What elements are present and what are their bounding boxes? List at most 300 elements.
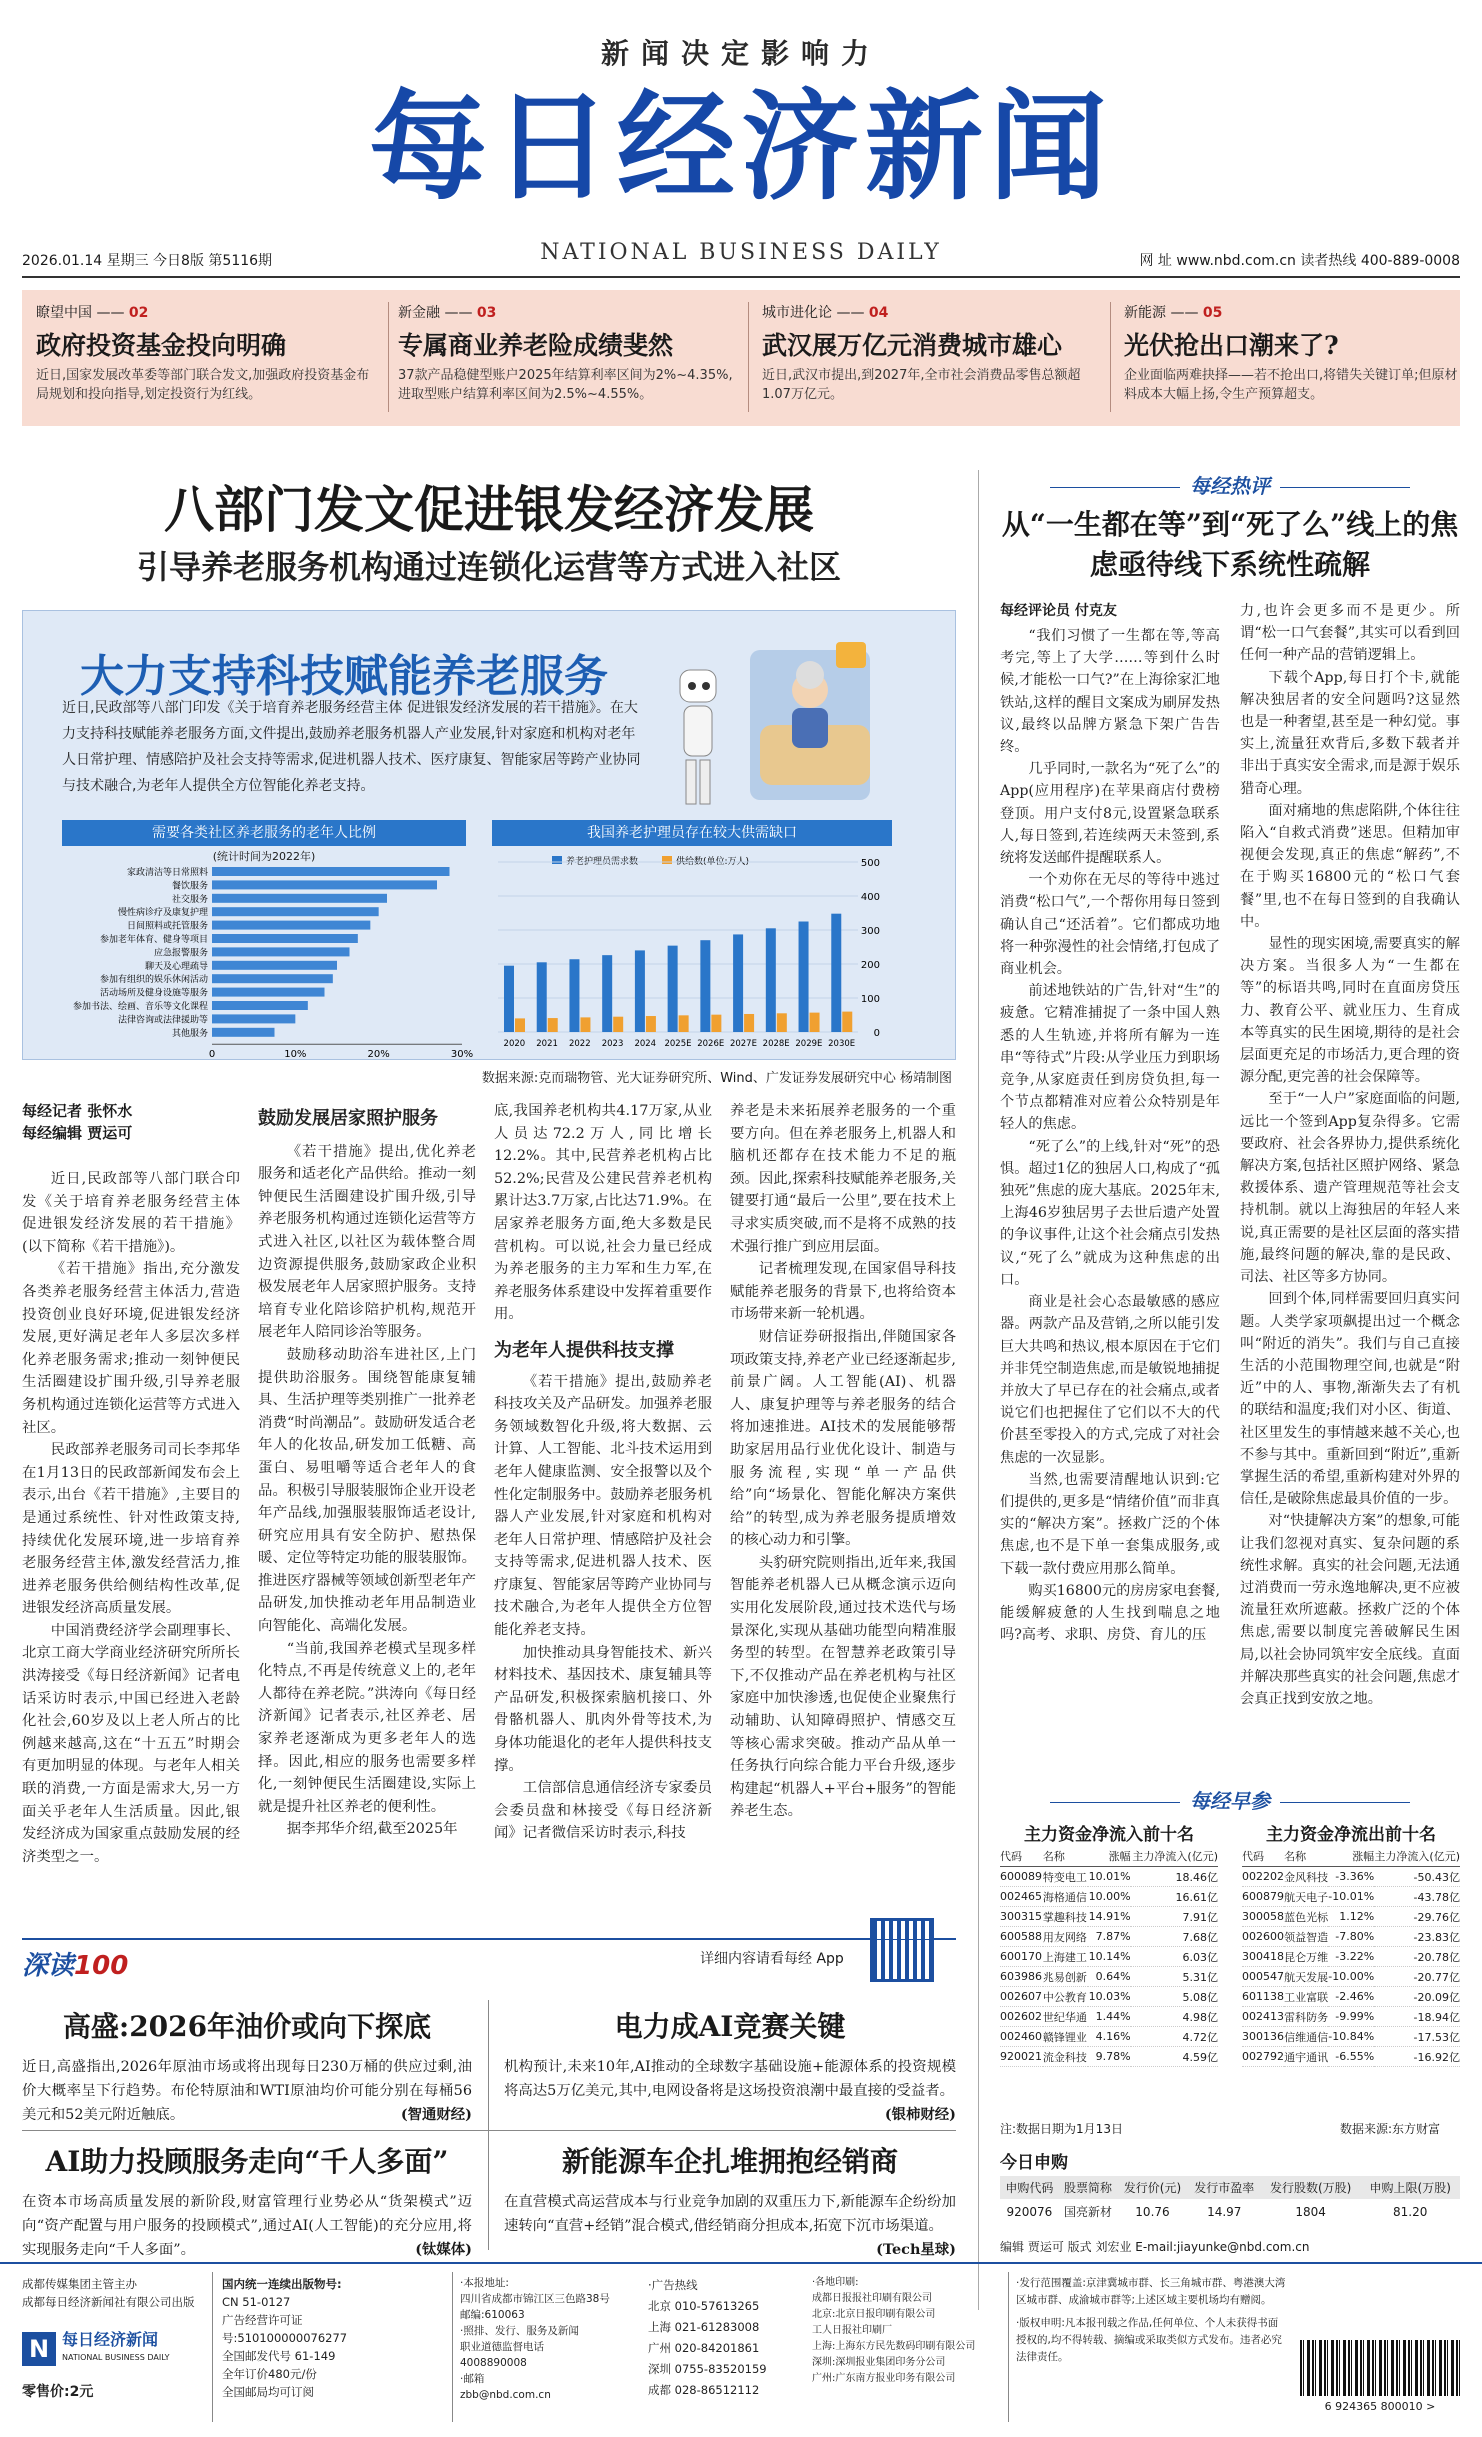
table-row	[1000, 2007, 1218, 2027]
table-cell: 4.16%	[1088, 2027, 1131, 2047]
footer-logo	[22, 2331, 212, 2367]
bar	[212, 921, 370, 930]
table-row	[1242, 1887, 1460, 1907]
divider	[488, 2000, 489, 2250]
ipo-col: 股票简称	[1059, 2176, 1118, 2199]
col-header: 名称	[1284, 1846, 1328, 1867]
market-tag: 每经早参	[1000, 1785, 1460, 1814]
para: 力,也许会更多而不是更少。所谓“松一口气套餐”,其实可以看到回任何一种产品的营销逻辑上。	[1240, 603, 1460, 664]
footer-line: 北京 010-57613265	[648, 2299, 760, 2313]
footer-line: ·广告热线	[648, 2278, 698, 2292]
legend-label: 养老护理员需求数	[566, 857, 639, 867]
legend-swatch	[552, 856, 562, 864]
para: 《若干措施》指出,充分激发各类养老服务经营主体活力,营造投资创业良好环境,促进银发经济发展,更好满足老年人多层次多样化养老服务需求;推动一刻钟便民生活圈建设扩围升级,引导养老服务机构通过连锁化运营等方式进入社区。	[22, 1261, 240, 1436]
table-row	[1000, 1867, 1218, 1887]
para: 底,我国养老机构共4.17万家,从业人员达72.2万人,同比增长12.2%。其中,民营养老机构占比52.2%;民营及公建民营养老机构累计达3.7万家,占比达71.9%。在居家养老服务方面,绝大多数是民营机构。可以说,社会力量已经成为养老服务的主力军和生力军,在养老服务体系建设中发挥着重要作用。	[494, 1103, 712, 1323]
table-cell: 002600	[1242, 1927, 1284, 1947]
bar	[212, 988, 325, 997]
price: 零售价:2元	[22, 2384, 94, 2400]
para: 中国消费经济学会副理事长、北京工商大学商业经济研究所所长洪涛接受《每日经济新闻》记者电话采访时表示,中国已经进入老龄化社会,60岁及以上老人所占的比例越来越高,这在“十五五”时期会有更加明显的体现。与老年人相关联的消费,一方面是需求大,另一方面关乎老年人生活质量。因此,银发经济成为国家重点鼓励发展的经济类型之一。	[22, 1622, 240, 1865]
issue-info: 2026.01.14 星期三 今日8版 第5116期	[22, 253, 273, 269]
table-cell: 领益智造	[1284, 1927, 1328, 1947]
footer-line: 成都日报报社印刷有限公司	[812, 2293, 932, 2304]
commentary-col-2	[1240, 600, 1460, 1710]
table-cell: 7.68亿	[1131, 1927, 1218, 1947]
table-cell: 特变电工	[1043, 1867, 1088, 1887]
bar-label: 其他服务	[171, 1028, 208, 1039]
teaser-page: 05	[1202, 305, 1223, 321]
ipo-cell: 14.97	[1207, 2204, 1242, 2219]
bar-supply	[711, 1015, 721, 1032]
masthead-english: NATIONAL BUSINESS DAILY	[540, 240, 942, 265]
para: 显性的现实困境,需要真实的解决方案。当很多人为“一生都在等”的标语共鸣,同时在直面房贷压力、教育公平、就业压力、生育成本等真实的民生困境,期待的是社会层面更充足的市场活力,更合理的资源分配,更完善的社会保障等。	[1240, 936, 1460, 1086]
deepread-source: (银柿财经)	[884, 2106, 956, 2123]
site-hotline: 网 址 www.nbd.com.cn 读者热线 400-889-0008	[1139, 253, 1460, 269]
table-cell: 002607	[1000, 1987, 1043, 2007]
deepread-logo	[22, 1945, 128, 1982]
table-row	[1000, 1947, 1218, 1967]
para: 回到个体,同样需要回归真实问题。人类学家项飙提出过一个概念叫“附近的消失”。我们与自己直接生活的小范围物理空间,也就是“附近”中的人、事物,渐渐失去了有机的联结和温度;我们对小区、街道、社区里发生的事情越来越不关心,也不参与其中。重新回到“附近”,重新掌握生活的希望,重新构建对外界的信任,是破除焦虑最具价值的一步。	[1240, 1291, 1460, 1508]
deepread-more[interactable]: 详细内容请看每经 App	[700, 1951, 844, 1967]
deepread-text: 机构预计,未来10年,AI推动的全球数字基础设施+能源体系的投资规模将高达5万亿美元,其中,电网设备将是这场投资浪潮中最直接的受益者。	[504, 2059, 956, 2099]
footer-line: CN 51-0127	[222, 2295, 291, 2309]
deepread-source: (Tech星球)	[876, 2241, 956, 2258]
divider	[1110, 302, 1111, 412]
commentary-author: 每经评论员 付克友	[1000, 603, 1117, 619]
deepread-item[interactable]	[22, 2140, 472, 2262]
table-cell: 蓝色光标	[1284, 1907, 1328, 1927]
table-row	[1242, 1967, 1460, 1987]
table-cell: 18.46亿	[1131, 1867, 1218, 1887]
footer-printers	[812, 2275, 1000, 2387]
footer-publisher	[22, 2275, 212, 2401]
commentary-col-1	[1000, 625, 1220, 1646]
footer-ad-hotline	[648, 2275, 798, 2401]
table-cell: 002202	[1242, 1867, 1284, 1887]
category-label: 2026E	[697, 1039, 725, 1049]
table-row	[1242, 2007, 1460, 2027]
table-cell: 600588	[1000, 1927, 1043, 1947]
table-cell: 流金科技	[1043, 2047, 1088, 2067]
bar-supply	[810, 1013, 820, 1032]
table-cell: -18.94亿	[1374, 2007, 1460, 2027]
table-row	[1242, 2027, 1460, 2047]
table-cell: 600879	[1242, 1887, 1284, 1907]
lead-subhead: 引导养老服务机构通过连锁化运营等方式进入社区	[136, 548, 841, 586]
footer-line: ·照排、发行、服务及新闻	[460, 2325, 579, 2337]
col-header: 代码	[1242, 1846, 1284, 1867]
chart1-horizontal-bar	[62, 860, 482, 1060]
bar-demand	[635, 950, 645, 1032]
sponsor-line: 成都传媒集团主管主办	[22, 2277, 137, 2291]
table-cell: 002413	[1242, 2007, 1284, 2027]
sponsor-line: 成都每日经济新闻社有限公司出版	[22, 2295, 195, 2309]
bar-label: 参加有组织的娱乐休闲活动	[99, 975, 208, 986]
table-cell: 通宇通讯	[1284, 2047, 1328, 2067]
market-note: 注:数据日期为1月13日	[1000, 2122, 1123, 2136]
footer-line: ·邮箱	[460, 2373, 485, 2385]
bar-label: 参加书法、绘画、音乐等文化课程	[72, 1002, 208, 1012]
footer-line: 邮编:610063	[460, 2309, 525, 2321]
table-cell: 002460	[1000, 2027, 1043, 2047]
bar-supply	[646, 1016, 656, 1032]
footer-line: 广告经营许可证号:510100000076277	[222, 2313, 348, 2345]
tick-label: 30%	[450, 1049, 474, 1060]
body-col-3	[494, 1100, 712, 1845]
table-cell: -29.76亿	[1374, 1907, 1460, 1927]
table-cell: 4.98亿	[1131, 2007, 1218, 2027]
table-cell: 920021	[1000, 2047, 1043, 2067]
logo-text: 每日经济新闻	[62, 2330, 159, 2349]
para: 对“快捷解决方案”的想象,可能让我们忽视对真实、复杂问题的系统性求解。真实的社会问题,无法通过消费而一劳永逸地解决,更不应被流量狂欢所遮蔽。拯救广泛的个体焦虑,需要以制度完善破解民生困局,以社会协同筑牢安全底线。直面并解决那些真实的社会问题,焦虑才会真正找到安放之地。	[1240, 1513, 1460, 1707]
table-cell: 16.61亿	[1131, 1887, 1218, 1907]
teaser-headline: 专属商业养老险成绩斐然	[398, 331, 674, 360]
bar-demand	[668, 946, 678, 1032]
table-cell: 4.59亿	[1131, 2047, 1218, 2067]
table-row	[1242, 1927, 1460, 1947]
barcode-number: 6 924365 800010 >	[1324, 2400, 1436, 2413]
table-cell: 4.72亿	[1131, 2027, 1218, 2047]
footer-line: 成都 028-86512112	[648, 2383, 760, 2397]
chart2-title: 我国养老护理员存在较大供需缺口	[492, 820, 892, 846]
table-row	[1000, 1907, 1218, 1927]
table-cell: -23.83亿	[1374, 1927, 1460, 1947]
table-cell: -43.78亿	[1374, 1887, 1460, 1907]
ipo-col: 发行价(元)	[1117, 2176, 1187, 2199]
para: 据李邦华介绍,截至2025年	[286, 1821, 458, 1838]
deepread-logo-a: 深读	[22, 1951, 75, 1981]
bar	[212, 1001, 308, 1010]
table-cell: 掌趣科技	[1043, 1907, 1088, 1927]
ipo-cell: 10.76	[1135, 2204, 1170, 2219]
table-cell: -3.22%	[1328, 1947, 1374, 1967]
bar	[212, 880, 437, 889]
category-label: 2024	[634, 1039, 657, 1049]
col-header: 代码	[1000, 1846, 1043, 1867]
tick-label: 200	[860, 960, 880, 971]
table-row	[1242, 2047, 1460, 2067]
para: 工信部信息通信经济专家委员会委员盘和林接受《每日经济新闻》记者微信采访时表示,科技	[494, 1780, 712, 1842]
teaser-item[interactable]: 新金融 —— 03 专属商业养老险成绩斐然 37款产品稳健型账户2025年结算利率区间为2%~4.35%,进取型账户结算利率区间为2.5%~4.55%。	[398, 302, 738, 404]
tick-label: 0	[208, 1049, 216, 1060]
table-cell: 金风科技	[1284, 1867, 1328, 1887]
elderly-robot-illustration	[640, 630, 880, 815]
bar-demand	[569, 959, 579, 1032]
para: 记者梳理发现,在国家倡导科技赋能养老服务的背景下,也将给资本市场带来新一轮机遇。	[730, 1261, 956, 1323]
table-cell: 5.31亿	[1131, 1967, 1218, 1987]
ipo-row	[1000, 2199, 1460, 2224]
table-row	[1000, 1887, 1218, 1907]
bar-demand	[504, 966, 514, 1032]
category-label: 2025E	[664, 1039, 692, 1049]
table-cell: -7.80%	[1328, 1927, 1374, 1947]
masthead-rule	[22, 276, 1460, 278]
deepread-item[interactable]	[504, 2005, 956, 2127]
para: 当然,也需要清醒地认识到:它们提供的,更多是“情绪价值”而非真实的“解决方案”。拯救广泛的个体焦虑,也不是下单一套集成服务,或下载一款付费应用那么简单。	[1000, 1471, 1220, 1577]
footer-line: ·版权申明:凡本报刊载之作品,任何单位、个人未获得书面授权的,均不得转载、摘编或采取类似方式发布。违者必究法律责任。	[1016, 2317, 1282, 2363]
table-row	[1000, 2047, 1218, 2067]
teaser-page: 02	[128, 305, 149, 321]
footer-line: 四川省成都市锦江区三色路38号	[460, 2293, 610, 2305]
deepread-text: 近日,高盛指出,2026年原油市场或将出现每日230万桶的供应过剩,油价大概率呈下行趋势。布伦特原油和WTI原油均价可能分别在每桶56美元和52美元附近触底。	[22, 2059, 472, 2123]
category-label: 2027E	[729, 1039, 757, 1049]
bar-label: 活动场所及健身设施等服务	[99, 988, 208, 999]
footer-line: 广州 020-84201861	[648, 2341, 760, 2355]
teaser-summary: 近日,国家发展改革委等部门联合发文,加强政府投资基金布局规划和投向指导,划定投资行为红线。	[36, 368, 370, 402]
bar-label: 慢性病诊疗及康复护理	[117, 908, 208, 919]
bar-demand	[831, 914, 841, 1032]
deepread-headline: 高盛:2026年油价或向下探底	[62, 2010, 432, 2043]
col-header: 涨幅	[1088, 1846, 1131, 1867]
bar	[212, 894, 387, 903]
tick-label: 10%	[284, 1049, 307, 1060]
para: “死了么”的上线,针对“死”的恐惧。超过1亿的独居人口,构成了“孤独死”焦虑的庞大基底。2025年末,上海46岁独居男子去世后遗产处置的争议事件,让这个社会痛点引发热议,“死了么”就成为这种焦虑的出口。	[1000, 1138, 1220, 1288]
bar-supply	[515, 1018, 525, 1032]
table-cell: -16.92亿	[1374, 2047, 1460, 2067]
ipo-col: 申购上限(万股)	[1360, 2176, 1460, 2199]
bar-label: 法律咨询或法律援助等	[117, 1015, 208, 1026]
section-subhead: 为老年人提供科技支撑	[494, 1339, 674, 1361]
bar-label: 家政清洁等日常照料	[126, 868, 208, 878]
bar	[212, 947, 350, 956]
bar-demand	[537, 962, 547, 1032]
bar-supply	[613, 1017, 623, 1032]
tick-label: 100	[860, 994, 880, 1005]
table-cell: 航天电子	[1284, 1887, 1328, 1907]
table-cell: 002602	[1000, 2007, 1043, 2027]
deepread-rule	[22, 1938, 956, 1940]
table-cell: -6.55%	[1328, 2047, 1374, 2067]
table-cell: 7.87%	[1088, 1927, 1131, 1947]
para: 前述地铁站的广告,针对“生”的疲惫。它精准捕捉了一条中国人熟悉的人生轨迹,并将所有解为一连串“等待式”片段:从学业压力到职场竞争,从家庭责任到房贷负担,每一个节点都精准对应着公众特别是年轻人的焦虑。	[1000, 983, 1220, 1133]
teaser-item[interactable]: 瞭望中国 —— 02 政府投资基金投向明确 近日,国家发展改革委等部门联合发文,加强政府投资基金布局规划和投向指导,划定投资行为红线。	[36, 302, 376, 404]
teaser-section: 城市进化论	[762, 305, 832, 321]
bar-supply	[777, 1013, 787, 1032]
bar-demand	[799, 922, 809, 1033]
table-cell: 14.91%	[1088, 1907, 1131, 1927]
para: 财信证券研报指出,伴随国家各项政策支持,养老产业已经逐渐起步,前景广阔。人工智能(AI)、机器人、康复护理等与养老服务的结合将加速推进。AI技术的发展能够帮助家居用品行业优化设计、制造与服务流程,实现“单一产品供给”向“场景化、智能化解决方案供给”的转型,成为养老服务提质增效的核心动力和引擎。	[730, 1328, 956, 1549]
deepread-logo-b: 100	[74, 1951, 129, 1981]
footer-line: 北京:北京日报印刷有限公司	[812, 2309, 936, 2320]
infographic-title: 大力支持科技赋能养老服务	[80, 651, 608, 702]
para: 养老是未来拓展养老服务的一个重要方向。但在养老服务上,机器人和脑机还都存在技术能力不足的瓶颈。因此,探索科技赋能养老服务,关键要打通“最后一公里”,要在技术上寻求实质突破,而不是将不成熟的技术强行推广到应用层面。	[730, 1103, 956, 1255]
para: 鼓励移动助浴车进社区,上门提供助浴服务。围绕智能康复辅具、生活护理等类别推广一批养老消费“时尚潮品”。鼓励研发适合老年人的化妆品,研发加工低糖、高蛋白、易咀嚼等适合老年人的食品。积极引导服装服饰企业开设老年产品线,加强服装服饰适老设计,研究应用具有安全防护、慰热保暖、定位等特定功能的服装服饰。推进医疗器械等领域创新型老年产品研发,加快推动老年用品制造业向智能化、高端化发展。	[258, 1346, 476, 1635]
table-cell: 1.44%	[1088, 2007, 1131, 2027]
table-cell: 10.14%	[1088, 1947, 1131, 1967]
col-header: 主力净流入(亿元)	[1131, 1846, 1218, 1867]
bar-supply	[580, 1017, 590, 1032]
tick-label: 300	[860, 926, 880, 937]
table-row	[1000, 1927, 1218, 1947]
table-cell: 雷科防务	[1284, 2007, 1328, 2027]
infographic-text: 近日,民政部等八部门印发《关于培育养老服务经营主体 促进银发经济发展的若干措施》。在大力支持科技赋能养老服务方面,文件提出,鼓励养老服务机器人产业发展,针对家庭和机构对老年人日常护理、情感陪护及社会支持等需求,促进机器人技术、医疗康复、智能家居等跨产业协同与技术融合,为老年人提供全方位智能化养老支持。	[62, 700, 641, 794]
footer-rule	[0, 2262, 1482, 2264]
deepread-item[interactable]	[22, 2005, 472, 2127]
bar-demand	[700, 940, 710, 1032]
lead-headline[interactable]: 八部门发文促进银发经济发展	[164, 480, 814, 539]
ipo-title: 今日申购	[1000, 2153, 1068, 2173]
footer-line: ·发行范围覆盖:京津冀城市群、长三角城市群、粤港澳大湾区城市群、成渝城市群等;上述区域主要机场均有赠阅。	[1016, 2277, 1286, 2306]
table-cell: 10.00%	[1088, 1887, 1131, 1907]
teaser-item[interactable]: 城市进化论 —— 04 武汉展万亿元消费城市雄心 近日,武汉市提出,到2027年,全市社会消费品零售总额超1.07万亿元。	[762, 302, 1102, 404]
footer-line: 上海 021-61283008	[648, 2320, 760, 2334]
footer-line: 全国邮发代号 61-149	[222, 2349, 336, 2363]
category-label: 2030E	[828, 1039, 856, 1049]
ipo-cell: 1804	[1295, 2204, 1326, 2219]
table-cell: 600089	[1000, 1867, 1043, 1887]
legend-label: 供给数(单位:万人)	[676, 857, 750, 867]
table-cell: -10.01%	[1328, 1887, 1374, 1907]
table-cell: -2.46%	[1328, 1987, 1374, 2007]
para: 近日,民政部等八部门联合印发《关于培育养老服务经营主体 促进银发经济发展的若干措施》(以下简称《若干措施》)。	[22, 1171, 240, 1255]
chart1-title: 需要各类社区养老服务的老年人比例	[62, 820, 466, 846]
table-cell: -17.53亿	[1374, 2027, 1460, 2047]
table-cell: 300136	[1242, 2027, 1284, 2047]
commentary-tag: 每经热评	[1000, 470, 1460, 499]
para: “我们习惯了一生都在等,等高考完,等上了大学……等到什么时候,才能松一口气?”在上海徐家汇地铁站,这样的醒目文案成为刷屏发热议,最终以品牌方紧急下架广告告终。	[1000, 628, 1220, 756]
para: 加快推动具身智能技术、新兴材料技术、基因技术、康复辅具等产品研发,积极探索脑机接口、外骨骼机器人、肌肉外骨等技术,为身体功能退化的老年人提供科技支撑。	[494, 1644, 712, 1774]
bar-supply	[744, 1014, 754, 1032]
table-cell: 工业富联	[1284, 1987, 1328, 2007]
bar-demand	[602, 955, 612, 1032]
body-col-2	[258, 1108, 476, 1841]
category-label: 2021	[536, 1039, 558, 1049]
byline	[22, 1100, 132, 1144]
col-header: 主力净流入(亿元)	[1374, 1846, 1460, 1867]
table-cell: 7.91亿	[1131, 1907, 1218, 1927]
footer-line: 4008890008	[460, 2357, 527, 2369]
divider	[452, 2272, 453, 2422]
teaser-summary: 近日,武汉市提出,到2027年,全市社会消费品零售总额超1.07万亿元。	[762, 368, 1081, 402]
table-cell: 用友网络	[1043, 1927, 1088, 1947]
category-label: 2020	[503, 1039, 526, 1049]
outflow-title: 主力资金净流出前十名	[1266, 1825, 1436, 1845]
bar	[212, 934, 358, 943]
commentary-headline[interactable]: 从“一生都在等”到“死了么”线上的焦虑亟待线下系统性疏解	[1001, 508, 1459, 581]
footer-registration	[222, 2275, 422, 2401]
ipo-col: 申购代码	[1000, 2176, 1059, 2199]
bar-demand	[766, 928, 776, 1032]
bar	[212, 867, 450, 876]
deepread-text: 在直营模式高运营成本与行业竞争加剧的双重压力下,新能源车企纷纷加速转向“直营+经销”混合模式,借经销商分担成本,拓宽下沉市场渠道。	[504, 2194, 956, 2234]
table-cell: 5.08亿	[1131, 1987, 1218, 2007]
table-cell: 世纪华通	[1043, 2007, 1088, 2027]
para: 头豹研究院则指出,近年来,我国智能养老机器人已从概念演示迈向实用化发展阶段,通过技术迭代与场景深化,实现从基础功能型向精准服务型的转型。在智慧养老政策引导下,不仅推动产品在养老机构与社区家庭中加快渗透,也促使企业聚焦行动辅助、认知障碍照护、情感交互等核心需求突破。推动产品从单一任务执行向综合能力平台升级,逐步构建起“机器人+平台+服务”的智能养老生态。	[730, 1554, 956, 1820]
bar-demand	[733, 934, 743, 1032]
table-cell: 上海建工	[1043, 1947, 1088, 1967]
table-row	[1000, 2027, 1218, 2047]
teaser-headline: 武汉展万亿元消费城市雄心	[762, 331, 1063, 360]
category-label: 2022	[568, 1039, 591, 1049]
footer-line: 深圳 0755-83520159	[648, 2362, 767, 2376]
table-cell: -50.43亿	[1374, 1867, 1460, 1887]
barcode	[1300, 2340, 1460, 2396]
bar-label: 参加老年体育、健身等项目	[99, 935, 208, 945]
para: 《若干措施》提出,鼓励养老科技攻关及产品研发。加强养老服务领域数智化升级,将大数据、云计算、人工智能、北斗技术运用到老年人健康监测、安全报警以及个性化定制服务中。鼓励养老服务机器人产业发展,针对家庭和机构对老年人日常护理、情感陪护及社会支持等需求,促进机器人技术、医疗康复、智能家居等跨产业协同与技术融合,为老年人提供全方位智能化养老支持。	[494, 1373, 712, 1639]
deepread-source: (钛媒体)	[415, 2241, 472, 2258]
table-cell: 601138	[1242, 1987, 1284, 2007]
table-cell: 6.03亿	[1131, 1947, 1218, 1967]
bar	[212, 907, 379, 916]
bar-label: 应急报警服务	[153, 948, 208, 959]
table-row	[1242, 1867, 1460, 1887]
teaser-headline: 光伏抢出口潮来了?	[1124, 331, 1339, 360]
teaser-section: 新能源	[1124, 305, 1166, 321]
bar	[212, 974, 333, 983]
table-cell: 300058	[1242, 1907, 1284, 1927]
category-label: 2029E	[795, 1039, 823, 1049]
para: 几乎同时,一款名为“死了么”的App(应用程序)在苹果商店付费榜登顶。用户支付8元,设置紧急联系人,每日签到,若连续两天未签到,系统将发送邮件提醒联系人。	[1000, 761, 1220, 867]
teaser-item[interactable]: 新能源 —— 05 光伏抢出口潮来了? 企业面临两难抉择——若不抢出口,将错失关键订单;但原材料成本大幅上扬,令生产预算超支。	[1124, 302, 1464, 404]
footer-line: 国内统一连续出版物号:	[222, 2277, 342, 2291]
table-cell: 0.64%	[1088, 1967, 1131, 1987]
section-subhead: 鼓励发展居家照护服务	[258, 1108, 438, 1129]
logo-icon: N	[22, 2332, 56, 2366]
table-cell: 兆易创新	[1043, 1967, 1088, 1987]
deepread-headline: 电力成AI竞赛关键	[614, 2010, 846, 2043]
table-cell: 信维通信	[1284, 2027, 1328, 2047]
table-cell: 300418	[1242, 1947, 1284, 1967]
para: 购买16800元的房房家电套餐,能缓解疲惫的人生找到喘息之地吗?高考、求职、房贷、育儿的压	[1000, 1582, 1220, 1644]
ipo-cell: 国亮新材	[1064, 2205, 1113, 2219]
footer-line: 全年订价480元/份	[222, 2367, 317, 2381]
table-cell: -20.09亿	[1374, 1987, 1460, 2007]
deepread-headline: AI助力投顾服务走向“千人多面”	[45, 2145, 449, 2178]
table-cell: -10.84%	[1328, 2027, 1374, 2047]
ipo-col: 发行股数(万股)	[1261, 2176, 1361, 2199]
masthead-brand: 每日经济新闻	[368, 78, 1113, 216]
tick-label: 400	[860, 892, 880, 903]
bar	[212, 961, 337, 970]
divider	[22, 2130, 956, 2131]
table-cell: 603986	[1000, 1967, 1043, 1987]
table-cell: 航天发展	[1284, 1967, 1328, 1987]
chart1-subtitle: (统计时间为2022年)	[212, 850, 316, 863]
deepread-item[interactable]	[504, 2140, 956, 2262]
ipo-cell: 81.20	[1393, 2204, 1428, 2219]
para: 民政部养老服务司司长李邦华在1月13日的民政部新闻发布会上表示,出台《若干措施》,主要目的是通过系统性、针对性政策支持,持续优化发展环境,进一步培育养老服务经营主体,激发经营活力,推进养老服务供给侧结构性改革,促进银发经济高质量发展。	[22, 1442, 240, 1617]
ipo-cell: 920076	[1006, 2204, 1053, 2219]
body-col-1	[22, 1168, 240, 1868]
teaser-section: 新金融	[398, 305, 440, 321]
table-cell: 海格通信	[1043, 1887, 1088, 1907]
table-cell: 10.03%	[1088, 1987, 1131, 2007]
qr-code[interactable]	[870, 1918, 934, 1982]
deepread-text: 在资本市场高质量发展的新阶段,财富管理行业势必从“货架模式”迈向“资产配置与用户服务的投顾模式”,通过AI(人工智能)的充分应用,将实现服务走向“千人多面”。	[22, 2194, 472, 2258]
footer-distribution	[1016, 2275, 1286, 2366]
logo-english: NATIONAL BUSINESS DAILY	[62, 2353, 170, 2362]
teaser-page: 03	[476, 305, 497, 321]
table-cell: -20.77亿	[1374, 1967, 1460, 1987]
footer-line: 职业道德监督电话	[460, 2341, 544, 2353]
bar-supply	[679, 1015, 689, 1032]
table-row	[1242, 1987, 1460, 2007]
bar-label: 聊天及心理疏导	[144, 961, 208, 972]
deepread-source: (智通财经)	[400, 2106, 472, 2123]
para: 至于“一人户”家庭面临的问题,远比一个签到App复杂得多。它需要政府、社会各界协力,提供系统化解决方案,包括社区照护网络、紧急救援体系、遗产管理规范等社会支持机制。就以上海独居的年轻人来说,真正需要的是社区层面的落实措施,最终问题的解决,靠的是民政、司法、社区等多方协同。	[1240, 1091, 1460, 1286]
para: “当前,我国养老模式呈现多样化特点,不再是传统意义上的,老年人都待在养老院。”洪涛向《每日经济新闻》记者表示,社区养老、居家养老逐渐成为更多老年人的选择。因此,相应的服务也需要多样化,一刻钟便民生活圈建设,实际上就是提升社区养老的便利性。	[258, 1640, 476, 1815]
ipo-col: 发行市盈率	[1188, 2176, 1261, 2199]
outflow-table	[1242, 1846, 1460, 2067]
inflow-table	[1000, 1846, 1218, 2067]
para: 面对痛地的焦虑陷阱,个体往往陷入“自救式消费”迷思。但精加审视便会发现,真正的焦虑“解药”,不在于购买16800元的“松口气套餐”里,也不在每日签到的自我确认中。	[1240, 802, 1460, 930]
teaser-headline: 政府投资基金投向明确	[36, 331, 287, 360]
divider	[1008, 2272, 1009, 2422]
footer-line: ·各地印刷:	[812, 2277, 859, 2288]
category-label: 2023	[601, 1039, 624, 1049]
table-cell: 000547	[1242, 1967, 1284, 1987]
bar-supply	[842, 1012, 852, 1032]
